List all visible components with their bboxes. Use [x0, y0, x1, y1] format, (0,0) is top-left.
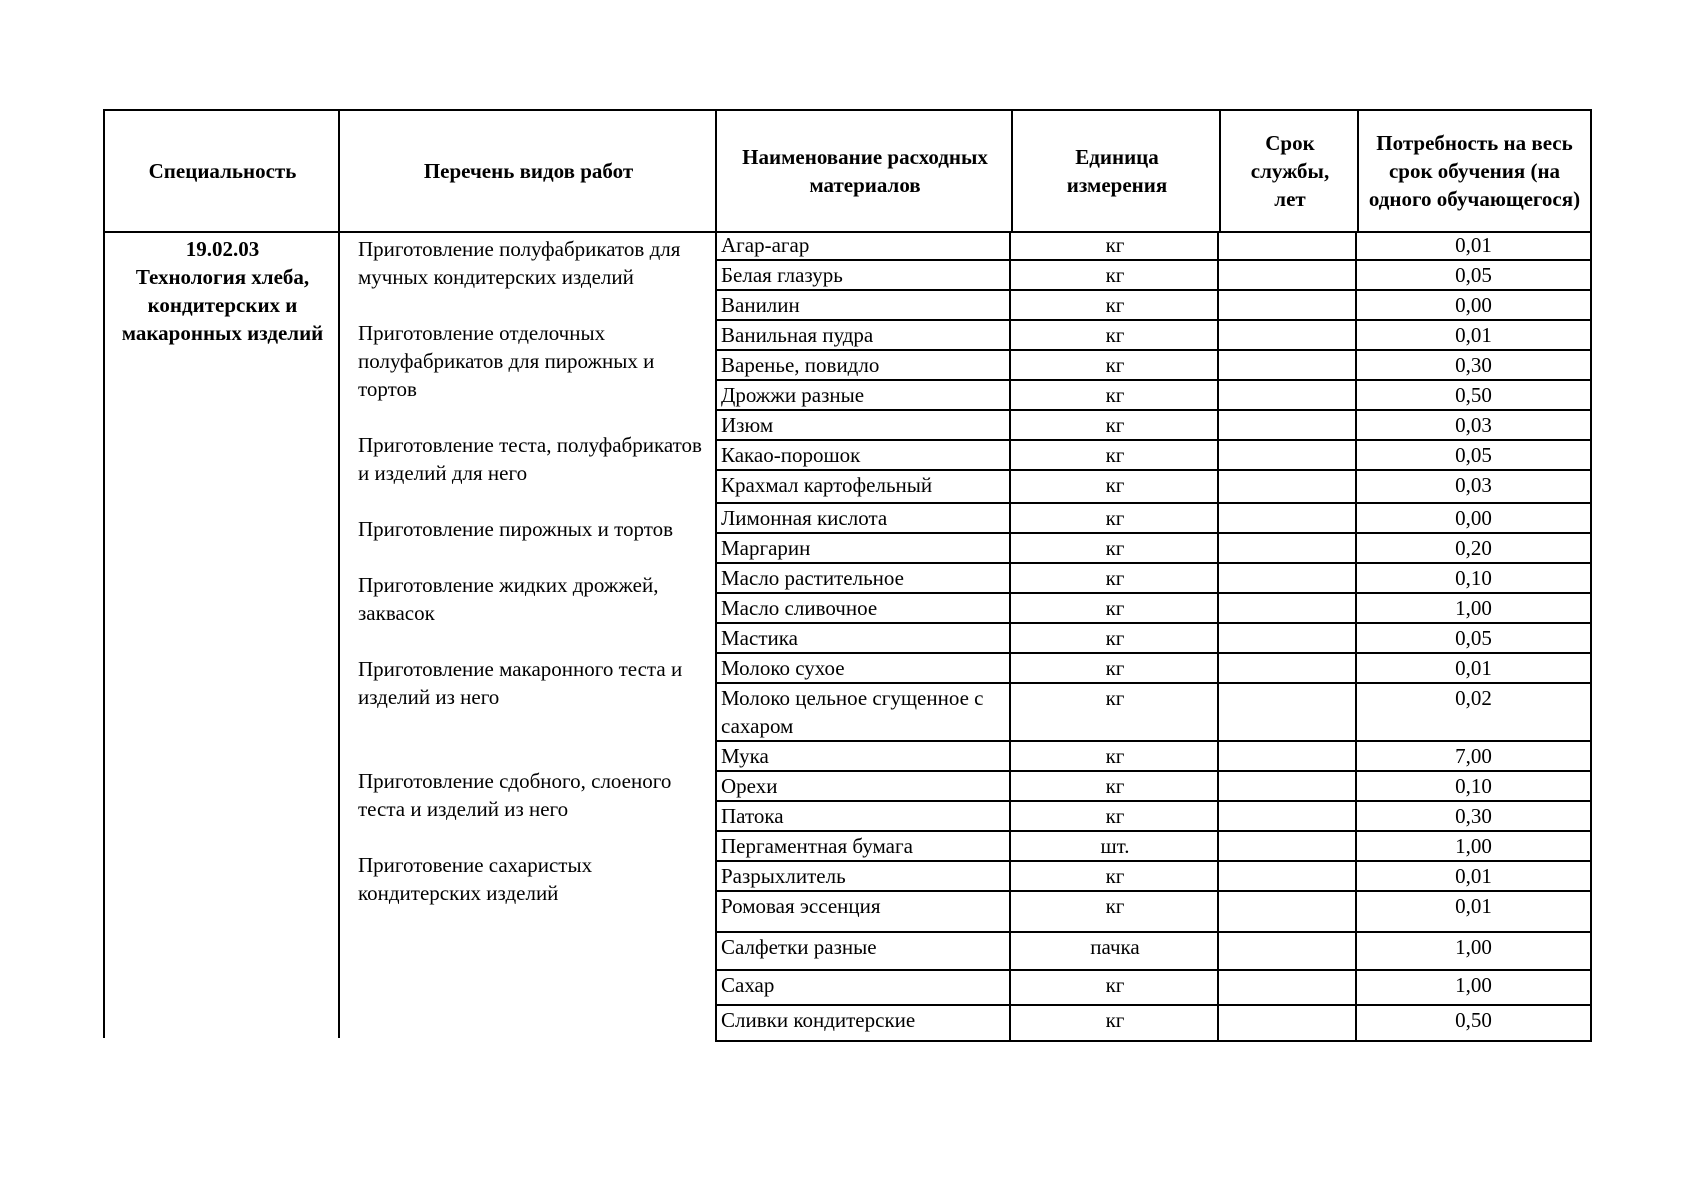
material-name-cell: Лимонная кислота: [715, 504, 1011, 532]
material-row: [715, 411, 1592, 441]
material-need-cell: 0,01: [1355, 231, 1592, 259]
material-unit-cell: кг: [1009, 802, 1219, 830]
material-row: [715, 892, 1592, 933]
work-item: Приготовление жидких дрожжей, заквасок: [358, 573, 659, 625]
material-name-cell: Разрыхлитель: [715, 862, 1011, 890]
material-term-cell: [1217, 534, 1357, 562]
header-works-label: Перечень видов работ: [423, 159, 634, 183]
material-row: [715, 933, 1592, 971]
material-unit-cell: кг: [1009, 684, 1219, 740]
material-term-cell: [1217, 441, 1357, 469]
material-name-cell: Салфетки разные: [715, 933, 1011, 969]
material-need-cell: 1,00: [1355, 971, 1592, 1004]
material-row: [715, 321, 1592, 351]
header-term-label: Срок службы, лет: [1250, 131, 1330, 211]
material-unit-cell: кг: [1009, 261, 1219, 289]
material-term-cell: [1217, 261, 1357, 289]
material-unit-cell: кг: [1009, 411, 1219, 439]
material-row: [715, 471, 1592, 504]
material-name-cell: Ванилин: [715, 291, 1011, 319]
material-row: [715, 1006, 1592, 1042]
material-unit-cell: кг: [1009, 291, 1219, 319]
material-need-cell: 0,30: [1355, 351, 1592, 379]
work-item: Приготовление сдобного, слоеного теста и изделий из него: [358, 769, 672, 821]
material-term-cell: [1217, 684, 1357, 740]
material-row: [715, 504, 1592, 534]
material-term-cell: [1217, 832, 1357, 860]
header-specialty-label: Специальность: [148, 159, 297, 183]
material-need-cell: 0,03: [1355, 471, 1592, 502]
material-need-cell: 0,50: [1355, 381, 1592, 409]
material-term-cell: [1217, 802, 1357, 830]
material-unit-cell: кг: [1009, 351, 1219, 379]
material-need-cell: 0,20: [1355, 534, 1592, 562]
material-name-cell: Ромовая эссенция: [715, 892, 1011, 931]
material-name-cell: Изюм: [715, 411, 1011, 439]
material-need-cell: 0,00: [1355, 504, 1592, 532]
material-unit-cell: кг: [1009, 471, 1219, 502]
material-name-cell: Масло растительное: [715, 564, 1011, 592]
material-row: [715, 862, 1592, 892]
material-row: [715, 971, 1592, 1006]
material-row: [715, 594, 1592, 624]
material-row: [715, 231, 1592, 261]
material-term-cell: [1217, 321, 1357, 349]
header-material: [715, 109, 1013, 233]
material-unit-cell: кг: [1009, 534, 1219, 562]
material-row: [715, 441, 1592, 471]
material-row: [715, 684, 1592, 742]
material-row: [715, 564, 1592, 594]
material-row: [715, 802, 1592, 832]
material-row: [715, 772, 1592, 802]
material-unit-cell: кг: [1009, 971, 1219, 1004]
material-need-cell: 0,01: [1355, 321, 1592, 349]
material-unit-cell: кг: [1009, 504, 1219, 532]
material-unit-cell: кг: [1009, 654, 1219, 682]
material-need-cell: 0,00: [1355, 291, 1592, 319]
material-term-cell: [1217, 504, 1357, 532]
material-term-cell: [1217, 351, 1357, 379]
material-term-cell: [1217, 1006, 1357, 1040]
material-name-cell: Сливки кондитерские: [715, 1006, 1011, 1040]
material-need-cell: 0,01: [1355, 654, 1592, 682]
material-unit-cell: кг: [1009, 441, 1219, 469]
material-unit-cell: кг: [1009, 594, 1219, 622]
material-term-cell: [1217, 411, 1357, 439]
material-row: [715, 624, 1592, 654]
material-name-cell: Масло сливочное: [715, 594, 1011, 622]
material-term-cell: [1217, 971, 1357, 1004]
header-unit: [1011, 109, 1221, 233]
material-name-cell: Мука: [715, 742, 1011, 770]
material-need-cell: 0,05: [1355, 441, 1592, 469]
work-item: Приготовление макаронного теста и изделий из него: [358, 657, 683, 709]
material-term-cell: [1217, 742, 1357, 770]
material-need-cell: 0,03: [1355, 411, 1592, 439]
header-material-label: Наименование расходных материалов: [742, 145, 988, 197]
material-term-cell: [1217, 624, 1357, 652]
work-item: Приготовление теста, полуфабрикатов и изделий для него: [358, 433, 702, 485]
header-term: [1219, 109, 1359, 233]
material-need-cell: 7,00: [1355, 742, 1592, 770]
material-need-cell: 0,02: [1355, 684, 1592, 740]
material-term-cell: [1217, 772, 1357, 800]
material-name-cell: Молоко сухое: [715, 654, 1011, 682]
material-need-cell: 0,05: [1355, 624, 1592, 652]
material-unit-cell: кг: [1009, 742, 1219, 770]
material-name-cell: Маргарин: [715, 534, 1011, 562]
material-need-cell: 0,50: [1355, 1006, 1592, 1040]
material-row: [715, 832, 1592, 862]
work-item: Приготовение сахаристых кондитерских изделий: [358, 853, 593, 905]
material-row: [715, 534, 1592, 564]
material-name-cell: Какао-порошок: [715, 441, 1011, 469]
material-row: [715, 261, 1592, 291]
material-need-cell: 0,01: [1355, 862, 1592, 890]
specialty-text: [105, 235, 340, 347]
material-name-cell: Патока: [715, 802, 1011, 830]
material-need-cell: 1,00: [1355, 594, 1592, 622]
material-term-cell: [1217, 933, 1357, 969]
works-cell: [338, 231, 717, 1038]
material-unit-cell: кг: [1009, 564, 1219, 592]
material-unit-cell: кг: [1009, 381, 1219, 409]
material-term-cell: [1217, 291, 1357, 319]
material-need-cell: 0,30: [1355, 802, 1592, 830]
header-need: [1357, 109, 1592, 233]
material-name-cell: Сахар: [715, 971, 1011, 1004]
material-name-cell: Пергаментная бумага: [715, 832, 1011, 860]
material-name-cell: Орехи: [715, 772, 1011, 800]
material-name-cell: Агар-агар: [715, 231, 1011, 259]
header-specialty: [103, 109, 340, 233]
material-term-cell: [1217, 471, 1357, 502]
specialty-cell: [103, 231, 340, 1038]
material-need-cell: 0,01: [1355, 892, 1592, 931]
work-item: Приготовление отделочных полуфабрикатов для пирожных и тортов: [358, 321, 655, 401]
material-row: [715, 351, 1592, 381]
material-need-cell: 1,00: [1355, 933, 1592, 969]
material-term-cell: [1217, 381, 1357, 409]
material-unit-cell: кг: [1009, 1006, 1219, 1040]
specialty-code: 19.02.03: [185, 237, 260, 261]
material-need-cell: 1,00: [1355, 832, 1592, 860]
material-name-cell: Дрожжи разные: [715, 381, 1011, 409]
material-term-cell: [1217, 231, 1357, 259]
material-need-cell: 0,10: [1355, 772, 1592, 800]
work-item: Приготовление полуфабрикатов для мучных кондитерских изделий: [358, 237, 681, 289]
material-unit-cell: кг: [1009, 892, 1219, 931]
specialty-name: Технология хлеба, кондитерских и макаронных изделий: [121, 265, 324, 345]
material-term-cell: [1217, 654, 1357, 682]
material-term-cell: [1217, 594, 1357, 622]
material-row: [715, 291, 1592, 321]
material-name-cell: Крахмал картофельный: [715, 471, 1011, 502]
material-term-cell: [1217, 862, 1357, 890]
material-need-cell: 0,10: [1355, 564, 1592, 592]
header-unit-label: Единица измерения: [1066, 145, 1168, 197]
header-works: [338, 109, 717, 233]
material-term-cell: [1217, 564, 1357, 592]
material-need-cell: 0,05: [1355, 261, 1592, 289]
material-unit-cell: шт.: [1009, 832, 1219, 860]
header-need-label: Потребность на весь срок обучения (на одного обучающегося): [1368, 131, 1581, 211]
material-unit-cell: кг: [1009, 772, 1219, 800]
material-name-cell: Мастика: [715, 624, 1011, 652]
material-unit-cell: кг: [1009, 862, 1219, 890]
material-row: [715, 742, 1592, 772]
material-unit-cell: кг: [1009, 624, 1219, 652]
material-name-cell: Варенье, повидло: [715, 351, 1011, 379]
material-unit-cell: кг: [1009, 231, 1219, 259]
material-name-cell: Молоко цельное сгущенное с сахаром: [715, 684, 1011, 740]
material-row: [715, 654, 1592, 684]
material-name-cell: Ванильная пудра: [715, 321, 1011, 349]
material-unit-cell: пачка: [1009, 933, 1219, 969]
material-row: [715, 381, 1592, 411]
material-unit-cell: кг: [1009, 321, 1219, 349]
material-name-cell: Белая глазурь: [715, 261, 1011, 289]
work-item: Приготовление пирожных и тортов: [358, 517, 674, 541]
material-term-cell: [1217, 892, 1357, 931]
